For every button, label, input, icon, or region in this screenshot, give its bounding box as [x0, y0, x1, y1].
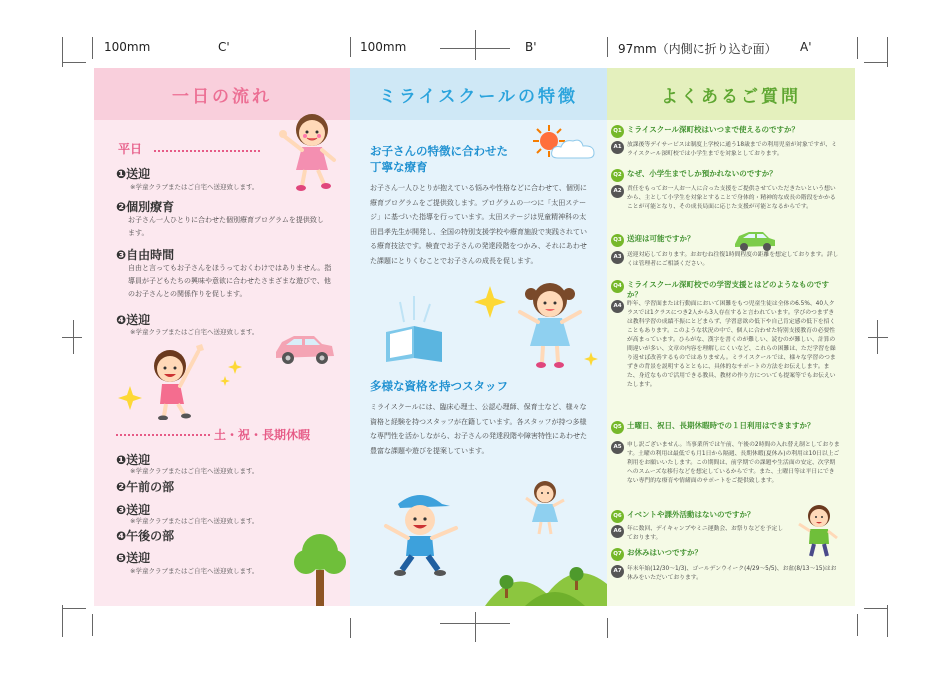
faq-question-7: [611, 548, 837, 561]
panel-letter-mid: B': [525, 40, 537, 54]
car-illustration: [272, 330, 336, 366]
q-badge: Q1: [611, 125, 624, 138]
a-badge: A5: [611, 441, 624, 454]
question-text: 土曜日、祝日、長期休暇時での１日利用はできますか？: [627, 421, 815, 430]
question-text: ミライスクール深町校での学習支援とはどのようなものですか？: [627, 280, 830, 299]
crop-mark: [857, 37, 858, 59]
panel-c-title: よくあるご質問: [607, 68, 855, 120]
crop-mark: [887, 605, 888, 637]
crop-mark: [857, 614, 858, 636]
panel-a-title: 一日の流れ: [94, 68, 350, 120]
crop-mark: [607, 37, 608, 57]
a-badge: A1: [611, 141, 624, 154]
faq-question-3: [611, 234, 837, 247]
crop-mark: [864, 62, 888, 63]
faq-question-2: [611, 169, 837, 182]
hills-illustration: [485, 554, 607, 606]
q-badge: Q6: [611, 510, 624, 523]
feature-2-body: ミライスクールには、臨床心理士、公認心理師、保育士など、様々な資格と経験を持つスタッフが在籍しています。各スタッフが持つ多様な専門性を活かしながら、お子さんの発達段階や障害特性にあわせた豊富な課題や遊びを提案しています。: [370, 403, 587, 455]
faq-question-6: [611, 510, 797, 523]
panel-b-title: ミライスクールの特徴: [350, 68, 607, 120]
crop-mark: [877, 320, 878, 354]
feature-2-heading: 多様な資格を持つスタッフ: [370, 379, 508, 393]
divider-dots: [154, 150, 260, 152]
answer-text: 年末年始(12/30〜1/3)、ゴールデンウイーク(4/29〜5/5)、お盆(8/13〜15)はお休みをいただいております。: [627, 566, 837, 581]
panel-letter-right: A': [800, 40, 812, 54]
faq-answer-6: [611, 525, 787, 543]
weekday-item-4-title: ❹送迎: [116, 313, 151, 327]
faq-answer-3: [611, 251, 840, 269]
question-text: なぜ、小学生までしか預かれないのですか？: [627, 169, 777, 178]
weekday-item-2-title: ❷個別療育: [116, 200, 175, 214]
girl-blue-illustration: [510, 278, 590, 370]
question-text: ミライスクール深町校はいつまで使えるのですか？: [627, 125, 800, 134]
crop-mark: [350, 618, 351, 638]
panel-features: [350, 68, 607, 606]
crop-mark: [73, 320, 74, 354]
weekday-heading: 平日: [118, 142, 143, 156]
tree-illustration: [292, 530, 348, 606]
feature-1-heading-line1: お子さんの特徴に合わせた: [370, 144, 508, 158]
holiday-item-5-title: ❺送迎: [116, 551, 151, 565]
weekday-item-3-desc: 自由と言ってもお子さんをほうっておくわけではありません。指導員が子どもたちの興味や意欲に合わせたさまざまな遊びで、他のお子さんとの関係作りを促します。: [128, 264, 332, 298]
faq-question-1: [611, 125, 837, 138]
question-text: イベントや課外活動はないのですか？: [627, 510, 755, 519]
holiday-item-3-note: ※学童クラブまたはご自宅へ送迎致します。: [130, 517, 259, 525]
q-badge: Q5: [611, 421, 624, 434]
book-illustration: [380, 292, 450, 362]
panel-faq: [607, 68, 855, 606]
sparkle-icon: [220, 376, 230, 386]
width-label-right: 97mm（内側に折り込む面）: [618, 42, 777, 56]
faq-answer-2: [611, 185, 840, 212]
faq-question-4: [611, 280, 837, 300]
holiday-item-3-title: ❸送迎: [116, 503, 151, 517]
weekday-item-2-desc: お子さん一人ひとりに合わせた個別療育プログラムを提供致します。: [128, 216, 324, 237]
holiday-item-1-title: ❶送迎: [116, 453, 151, 467]
weekday-item-1-note: ※学童クラブまたはご自宅へ送迎致します。: [130, 183, 259, 191]
a-badge: A7: [611, 565, 624, 578]
answer-text: 昨年、学習面または行動面において困難をもつ児童生徒は全体の6.5%、40人クラスでは1クラスにつき2人から3人存在すると言われています。学びのつまずきは教科学習の成績不振にとどまらず、学習意欲の低下や自己肯定感の低下を招くこともあります。このような状況の中で、個人に合わせた特別支援教育の必要性が高まっています。ひらがな、漢字を書くのが難しい、読むのが難しい、計算の間違いが多い、文章の内容を理解しにくいなど、これらの困難は、ただ学習を繰り返せば改善するものではありません。ミライスクールでは、様々な学習のつまずきの背景を説明するとともに、具体的なサポートの方法をお伝えします。また、身近なもので活用できる教具、教材の作り方についても提案等でもお伝えいたします。: [627, 301, 836, 388]
q-badge: Q7: [611, 548, 624, 561]
answer-text: 送迎対応しております。おおむね往復1時間程度の距離を想定しております。詳しくは管理者にご相談ください。: [627, 252, 839, 267]
faq-question-5: [611, 421, 837, 434]
girl-illustration: [272, 106, 344, 192]
q-badge: Q4: [611, 280, 624, 293]
holiday-item-4-title: ❹午後の部: [116, 529, 175, 543]
sparkle-icon: [118, 386, 142, 410]
crop-mark: [62, 608, 86, 609]
faq-answer-4: [611, 300, 840, 390]
crop-mark: [92, 614, 93, 636]
answer-text: 放課後等デイサービスは制度上学校に通う18歳までの利用児童が対象ですが、ミライスクール深町校では小学生までを対象としております。: [627, 142, 837, 157]
panel-daily-flow: [94, 68, 350, 606]
crop-mark: [475, 612, 476, 642]
weekday-item-4-note: ※学童クラブまたはご自宅へ送迎致します。: [130, 328, 259, 336]
faq-answer-1: [611, 141, 840, 159]
boy-cap-illustration: [380, 488, 466, 578]
width-label-mid: 100mm: [360, 40, 407, 54]
divider-dots: [116, 434, 210, 436]
answer-text: 年に数回、デイキャンプやミニ運動会、お祭りなどを予定しております。: [627, 526, 784, 541]
weekday-item-1-title: ❶送迎: [116, 167, 151, 181]
sparkle-icon: [228, 360, 242, 374]
holiday-item-1-note: ※学童クラブまたはご自宅へ送迎致します。: [130, 467, 259, 475]
crop-mark: [864, 608, 888, 609]
answer-text: 申し訳ございません。当事業所では午前、午後の2時間の入れ替え制としております。土曜の利用は最低でも月1日から隔週、長期休暇(夏休み)の利用は10日以上ご利用をお願いいたします。この期間は、前学期での課題や生活面の安定、次学期へのスムーズな移行などを想定しているからです。また、土曜日等は平日にできない専門的な療育や情緒面のサポートをご提供致します。: [627, 442, 840, 484]
crop-mark: [62, 605, 63, 637]
width-label-left: 100mm: [104, 40, 151, 54]
q-badge: Q3: [611, 234, 624, 247]
sparkle-icon: [584, 352, 598, 366]
small-girl-illustration: [520, 478, 570, 540]
a-badge: A6: [611, 525, 624, 538]
feature-1-body: お子さん一人ひとりが抱えている悩みや性格などに合わせて、個別に療育プログラムをご提供致します。プログラムの一つに「太田ステージ」に基づいた指導を行っています。太田ステージは児童精神科の太田昌孝先生が開発し、全国の特別支援学校や療育施設で実践されている療育技法です。検査でお子さんの発達段階をつかみ、それにあわせた課題にとりくむことでお子さんの成長を促します。: [370, 184, 587, 265]
weekday-item-3-title: ❸自由時間: [116, 248, 175, 262]
crop-mark: [868, 337, 888, 338]
q-badge: Q2: [611, 169, 624, 182]
holiday-item-2-title: ❷午前の部: [116, 480, 175, 494]
answer-text: 責任をもってお一人お一人に合った支援をご提供させていただきたいという想いから、主として小学生を対象とすることで身体的・精神的な成長の階段をかかることが可能となり、その成長局面に応じた支援が可能となるからです。: [627, 186, 836, 210]
crop-mark: [607, 618, 608, 638]
crop-mark: [350, 37, 351, 57]
holiday-item-5-note: ※学童クラブまたはご自宅へ送迎致します。: [130, 567, 259, 575]
faq-answer-7: [611, 565, 840, 583]
crop-mark: [62, 62, 86, 63]
crop-mark: [92, 37, 93, 59]
crop-mark: [475, 30, 476, 60]
crop-mark: [62, 337, 82, 338]
car-green-illustration: [733, 228, 777, 252]
panel-letter-left: C': [218, 40, 230, 54]
a-badge: A4: [611, 300, 624, 313]
cloud-icon: [550, 138, 596, 160]
question-text: お休みはいつですか？: [627, 548, 702, 557]
holiday-heading: 土・祝・長期休暇: [214, 428, 311, 442]
a-badge: A3: [611, 251, 624, 264]
sparkle-icon: [474, 286, 506, 318]
question-text: 送迎は可能ですか？: [627, 234, 695, 243]
boy-illustration: [140, 340, 218, 420]
faq-answer-5: [611, 441, 840, 486]
feature-1-heading-line2: 丁寧な療育: [370, 160, 428, 174]
a-badge: A2: [611, 185, 624, 198]
